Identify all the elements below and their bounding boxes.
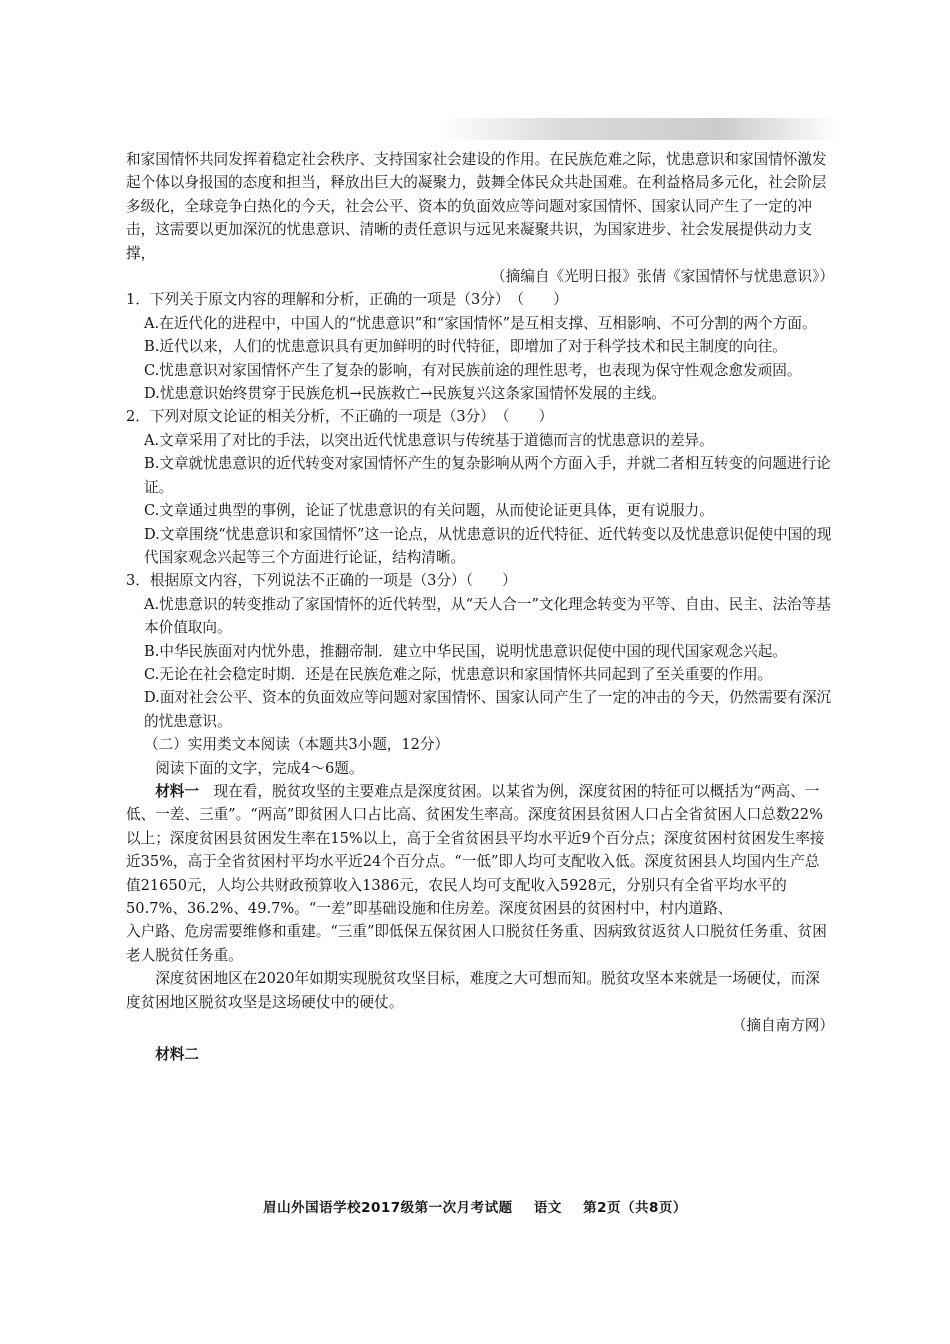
question-1 — [126, 288, 834, 405]
question-1-option-a: A.在近代化的进程中，中国人的“忧患意识”和“家国情怀”是互相支撑、互相影响、不可分割的两个方面。 — [144, 314, 817, 332]
question-3-option-c: C.无论在社会稳定时期．还是在民族危难之际，忧患意识和家国情怀共同起到了至关重要的作用。 — [144, 665, 773, 683]
section-2-instruction: 阅读下面的文字，完成4～6题。 — [155, 759, 364, 777]
question-2 — [126, 405, 834, 569]
footer-page-number: 第2页（共8页） — [583, 1200, 687, 1216]
question-1-stem: 1．下列关于原文内容的理解和分析，正确的一项是（3分） （ ） — [126, 291, 568, 309]
footer-subject: 语文 — [533, 1200, 562, 1216]
material-1-text-continued: 入户路、危房需要维修和重建。“三重”即低保五保贫困人口脱贫任务重、因病致贫返贫人口脱贫任务重、贫困老人脱贫任务重。 — [126, 923, 827, 964]
intro-paragraph: 和家国情怀共同发挥着稳定社会秩序、支持国家社会建设的作用。在民族危难之际，忧患意识和家国情怀激发起个体以身报国的态度和担当，释放出巨大的凝聚力，鼓舞全体民众共赴国难。在利益格局多元化，社会阶层多级化，全球竞争白热化的今天，社会公平、资本的负面效应等问题对家国情怀、国家认同产生了一定的冲击，这需要以更加深沉的忧患意识、清晰的责任意识与远见来凝聚共识，为国家进步、社会发展提供动力支撑， — [126, 151, 827, 262]
question-2-option-d: D.文章围绕“忧患意识和家国情怀”这一论点，从忧患意识的近代特征、近代转变以及忧患意识促使中国的现代国家观念兴起等三个方面进行论证，结构清晰。 — [144, 525, 832, 566]
material-1-label: 材料一 — [155, 782, 199, 800]
question-2-option-a: A.文章采用了对比的手法，以突出近代忧患意识与传统基于道德而言的忧患意识的差异。 — [144, 431, 714, 449]
question-2-option-c: C.文章通过典型的事例，论证了忧患意识的有关问题，从而使论证更具体，更有说服力。 — [144, 502, 714, 520]
question-1-option-c: C.忧患意识对家国情怀产生了复杂的影响，有对民族前途的理性思考，也表现为保守性观念愈发顽固。 — [144, 361, 802, 379]
question-1-option-d: D.忧患意识始终贯穿于民族危机→民族救亡→民族复兴这条家国情怀发展的主线。 — [144, 385, 666, 403]
scan-shadow — [440, 118, 840, 140]
question-2-option-b: B.文章就忧患意识的近代转变对家国情怀产生的复杂影响从两个方面入手，并就二者相互转变的问题进行论证。 — [144, 455, 831, 496]
material-1-paragraph-2: 深度贫困地区在2020年如期实现脱贫攻坚目标，难度之大可想而知。脱贫攻坚本来就是一场硬仗，而深度贫困地区脱贫攻坚是这场硬仗中的硬仗。 — [126, 970, 820, 1011]
section-2-heading: （二）实用类文本阅读（本题共3小题，12分） — [144, 736, 450, 754]
footer-school: 眉山外国语学校2017级第一次月考试题 — [263, 1200, 513, 1216]
material-2-label: 材料二 — [155, 1046, 199, 1064]
material-1-paragraph — [126, 780, 834, 920]
question-3-option-a: A.忧患意识的转变推动了家国情怀的近代转型，从“天人合一”文化理念转变为平等、自由、民主、法治等基本价值取向。 — [144, 595, 831, 637]
question-3-option-d: D.面对社会公平、资本的负面效应等问题对家国情怀、国家认同产生了一定的冲击的今天，仍然需要有深沉的忧患意识。 — [144, 689, 832, 730]
question-2-stem: 2．下列对原文论证的相关分析，不正确的一项是（3分） （ ） — [126, 408, 554, 426]
question-3 — [126, 569, 834, 733]
question-3-stem: 3．根据原文内容，下列说法不正确的一项是（3分）（ ） — [126, 572, 517, 590]
question-1-option-b: B.近代以来，人们的忧患意识具有更加鲜明的时代特征，即增加了对于科学技术和民主制度的向往。 — [144, 338, 787, 356]
page-footer — [0, 1196, 950, 1216]
question-3-option-b: B.中华民族面对内忧外患，推翻帝制．建立中华民国，说明忧患意识促使中国的现代国家观念兴起。 — [144, 642, 787, 660]
source-citation-2: （摘自南方网） — [731, 1017, 834, 1035]
material-1-text: 现在看，脱贫攻坚的主要难点是深度贫困。以某省为例，深度贫困的特征可以概括为“两高、一低、一差、三重”。“两高”即贫困人口占比高、贫困发生率高。深度贫困县贫困人口占全省贫困人口总数22%以上；深度贫困县贫困发生率在15%以上，高于全省贫困县平均水平近9个百分点；深度贫困村贫困发生率接近35%，高于全省贫困村平均水平近24个百分点。“一低”即人均可支配收入低。深度贫困县人均国内生产总值21650元，人均公共财政预算收入1386元，农民人均可支配收入5928元，分别只有全省平均水平的50.7%、36.2%、49.7%。“一差”即基础设施和住房差。深度贫困县的贫困村中，村内道路、 — [126, 782, 825, 917]
exam-page-content — [126, 148, 834, 1067]
source-citation-1: （摘编自《光明日报》张倩《家国情怀与忧患意识》） — [491, 268, 834, 286]
